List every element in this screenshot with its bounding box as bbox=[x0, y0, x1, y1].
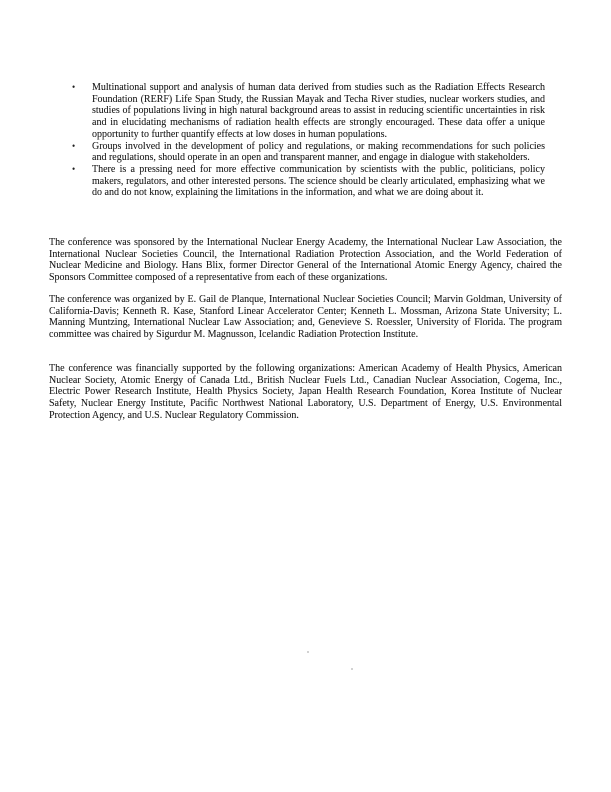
bullet-marker-icon: • bbox=[72, 163, 76, 174]
bullet-item-communication-need bbox=[49, 164, 545, 199]
bullet-marker-icon: • bbox=[72, 140, 76, 151]
bullet-item-policy-groups bbox=[49, 141, 545, 164]
paragraph-sponsors: The conference was sponsored by the International Nuclear Energy Academy, the International Nuclear Law Association, the International Nuclear Societies Council, the International Radiation Protection Association, and the World Federation of Nuclear Medicine and Biology. Hans Blix, former Director General of the International Atomic Energy Agency, chaired the Sponsors Committee composed of a representative from each of these organizations. bbox=[49, 237, 562, 284]
scan-artifact-speck bbox=[351, 668, 353, 670]
paragraph-financial-support: The conference was financially supported by the following organizations: American Academy of Health Physics, American Nuclear Society, Atomic Energy of Canada Ltd., British Nuclear Fuels Ltd., Canadian Nuclear Association, Cogema, Inc., Electric Power Research Institute, Health Physics Society, Japan Health Research Foundation, Korea Institute of Nuclear Safety, Nuclear Energy Institute, Pacific Northwest National Laboratory, U.S. Department of Energy, U.S. Environmental Protection Agency, and U.S. Nuclear Regulatory Commission. bbox=[49, 363, 562, 421]
bullet-marker-icon: • bbox=[72, 82, 76, 92]
bullet-text: Multinational support and analysis of human data derived from studies such as the Radiation Effects Research Foundation (RERF) Life Span Study, the Russian Mayak and Techa River studies, nuclear workers studies, and studies of populations living in high natural background areas to assist in reducing scientific uncertainties in risk and in elucidating mechanisms of radiation health effects are strongly encouraged. These data offer a unique opportunity to further quantify effects at low doses in human populations. bbox=[92, 82, 545, 140]
bullet-list bbox=[49, 82, 545, 199]
bullet-item-multinational-support bbox=[49, 82, 545, 141]
scan-artifact-speck bbox=[307, 651, 309, 653]
bullet-text: Groups involved in the development of policy and regulations, or making recommendations for such policies and regulations, should operate in an open and transparent manner, and engage in dialogue with stakeholders. bbox=[92, 140, 545, 164]
paragraph-organizers: The conference was organized by E. Gail de Planque, International Nuclear Societies Council; Marvin Goldman, University of California-Davis; Kenneth R. Kase, Stanford Linear Accelerator Center; Kenneth L. Mossman, Arizona State University; L. Manning Muntzing, International Nuclear Law Association; and, Genevieve S. Roessler, University of Florida. The program committee was chaired by Sigurdur M. Magnusson, Icelandic Radiation Protection Institute. bbox=[49, 294, 562, 341]
bullet-text: There is a pressing need for more effective communication by scientists with the public, politicians, policy makers, regulators, and other interested persons. The science should be clearly articulated, emphasizing what we do and do not know, explaining the limitations in the information, and what we are doing about it. bbox=[92, 163, 545, 199]
